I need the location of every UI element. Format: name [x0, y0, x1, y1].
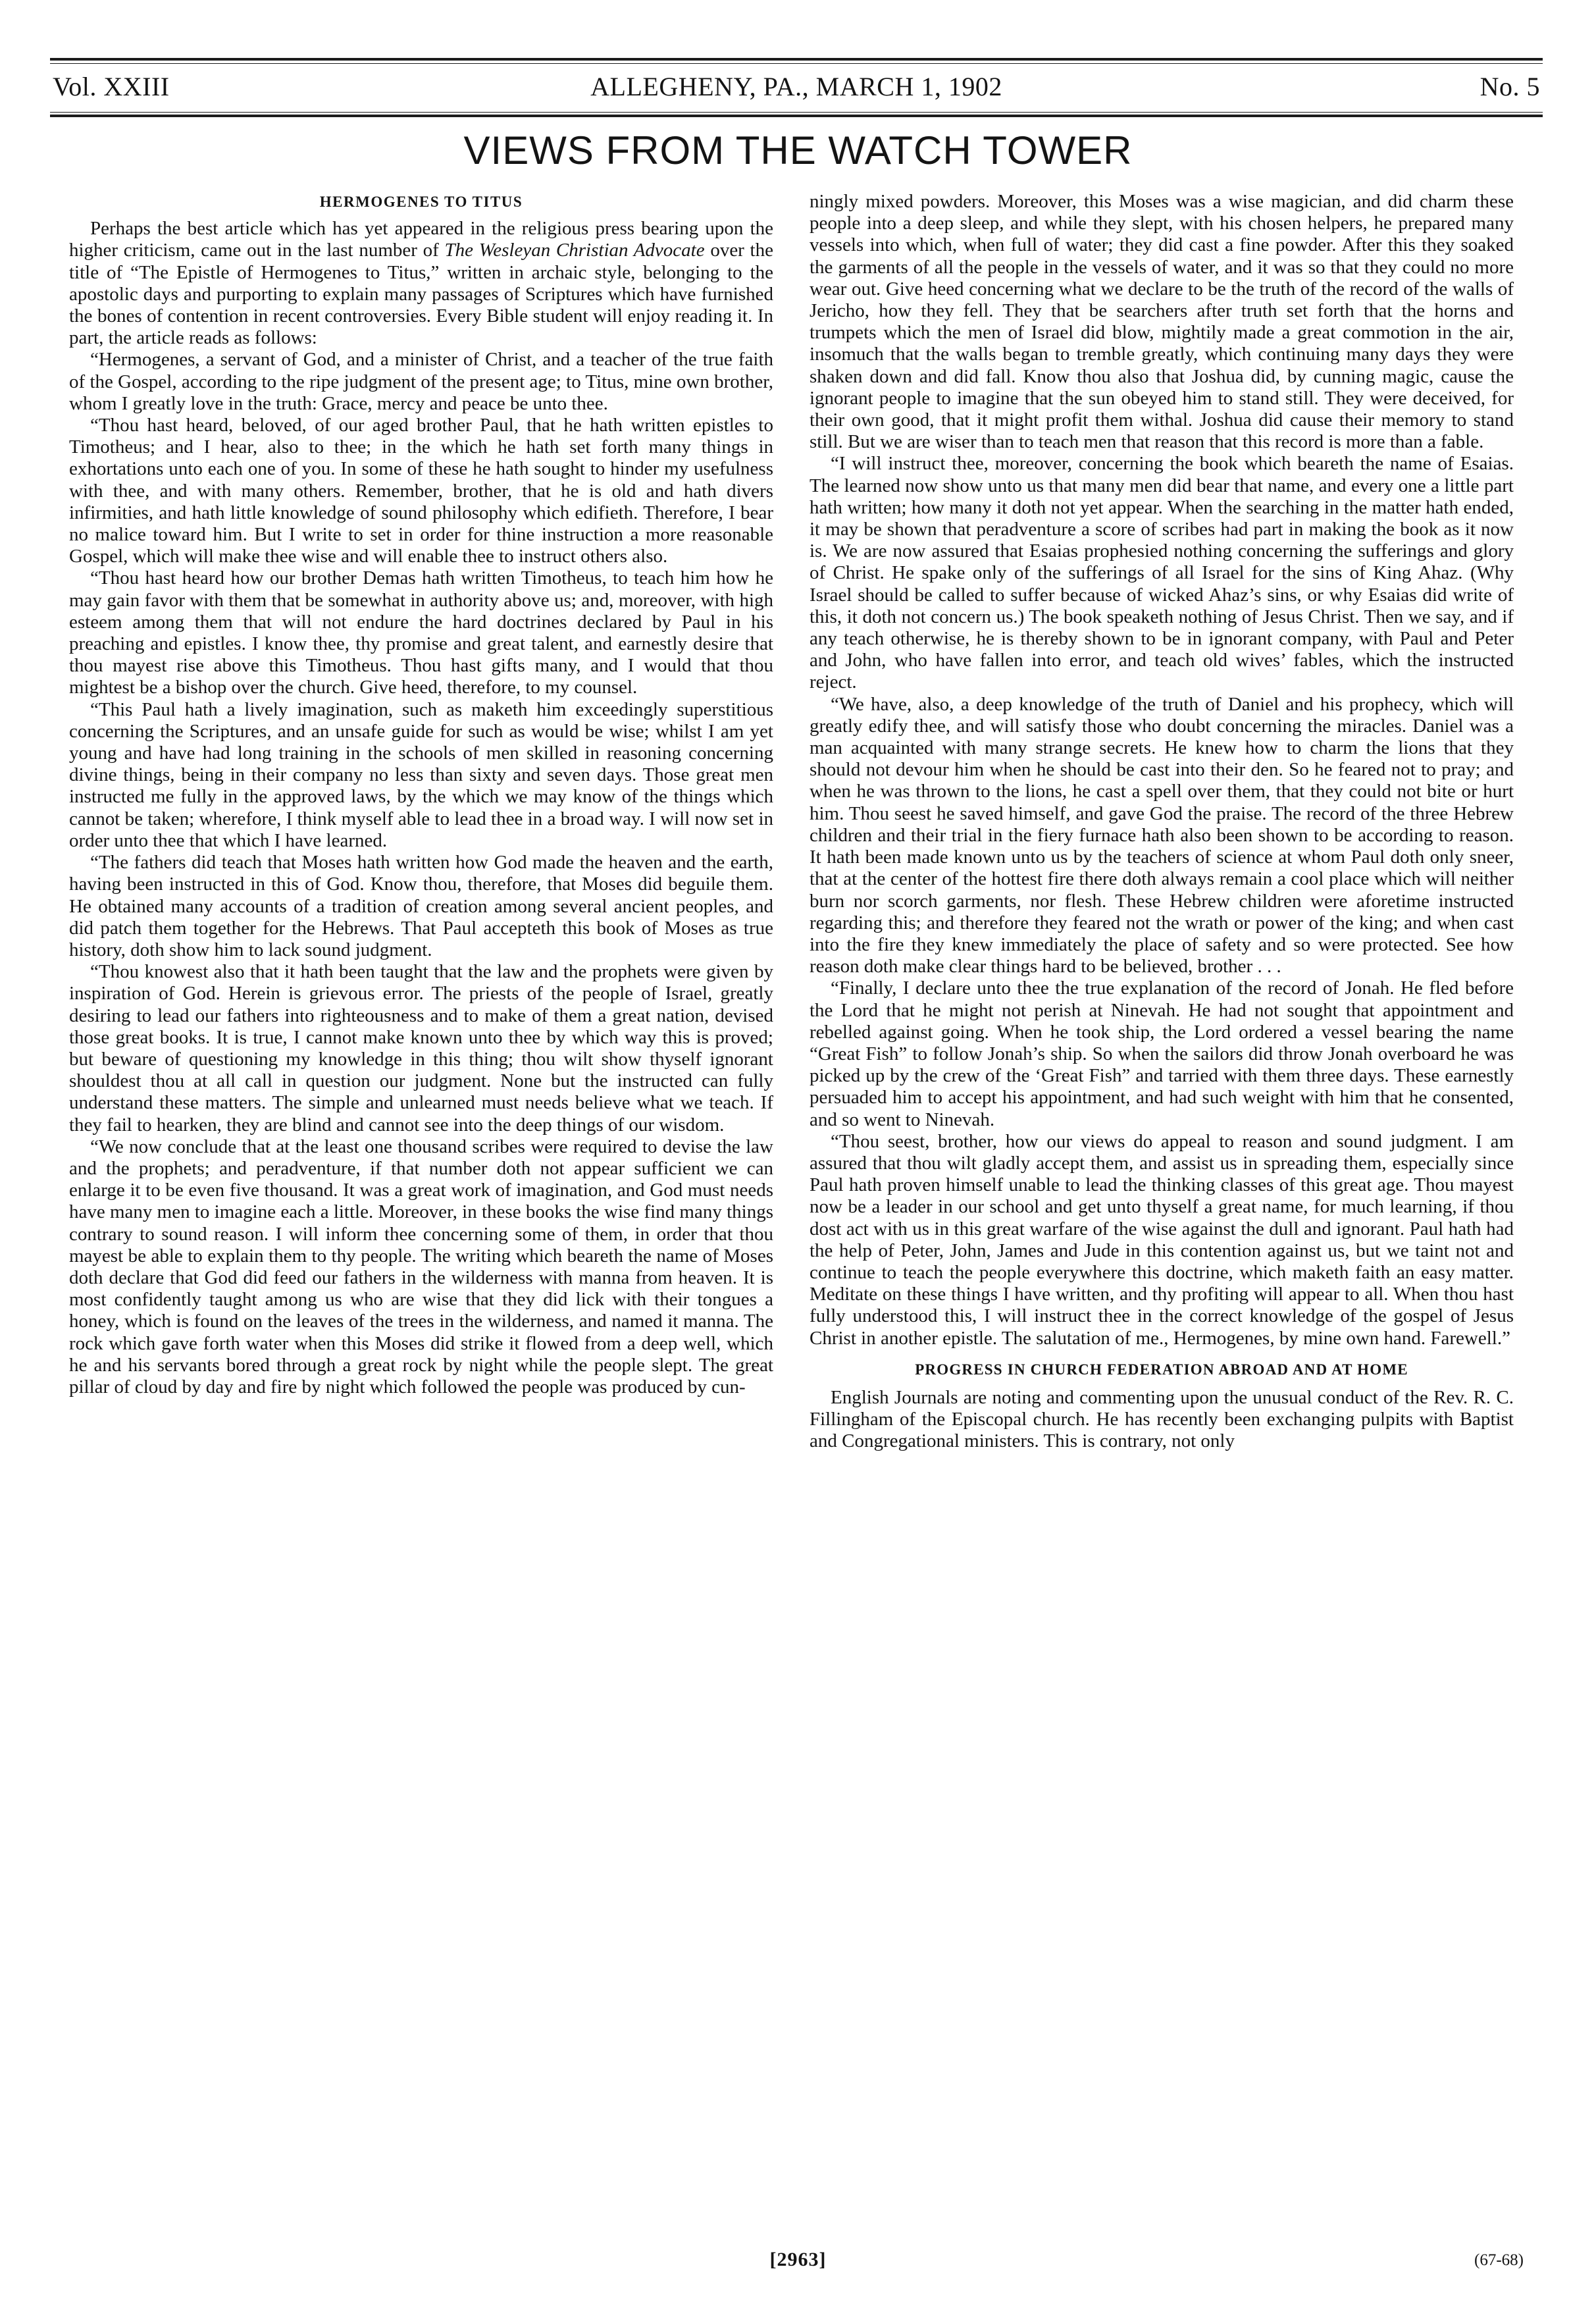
- article-paragraph: “I will instruct thee, moreover, concerning the book which beareth the name of Esaias. The learned now show unto us that many men did bear that name, and every one a little part hath written; how many it doth not yet appear. When the searching in the matter hath ended, it may be shown that peradventure a score of scribes had part in making the book as it now is. We are now assured that Esaias prophesied nothing concerning the sufferings and glory of Christ. He spake only of the sufferings of all Israel for the sins of King Ahaz. (Why Israel should be called to suffer because of wicked Ahaz’s sins, or why Esaias did write of this, it doth not concern us.) The book speaketh nothing of Jesus Christ. Then we say, and if any teach otherwise, he is thereby shown to be in ignorant company, with Paul and Peter and John, who have fallen into error, and teach old wives’ fables, which the instructed reject.: [810, 453, 1514, 693]
- article-paragraph: “We now conclude that at the least one thousand scribes were required to devise the law and the prophets; and peradventure, if that number doth not appear sufficient we can enlarge it to be even five thousand. It was a great work of imagination, and God must needs have many men to imagine each a little. Moreover, in these books the wise find many things contrary to sound reason. I will inform thee concerning some of them, in order that thou mayest be able to explain them to thy people. The writing which beareth the name of Moses doth declare that God did feed our fathers in the wilderness with manna from heaven. It is most confidently taught among us who are wise that they did lick with their tongues a honey, which is found on the leaves of the trees in the wilderness, and named it manna. The rock which gave forth water when this Moses did strike it flowed from a deep well, which he and his servants bored through a great rock by night while the people slept. The great pillar of cloud by day and fire by night which followed the people was produced by cun-: [69, 1135, 773, 1397]
- article-paragraph: “Finally, I declare unto thee the true explanation of the record of Jonah. He fled before the Lord that he might not perish at Ninevah. He had not sought that appointment and rebelled against going. When he took ship, the Lord ordered a vessel bearing the name “Great Fish” to follow Jonah’s ship. So when the sailors did throw Jonah overboard he was picked up by the crew of the ‘Great Fish” and tarried with them three days. These earnestly persuaded him to accept his appointment, and had such weight with him that he consented, and so went to Ninevah.: [810, 978, 1514, 1130]
- issue-number: No. 5: [1480, 72, 1540, 101]
- continued-paragraph: ningly mixed powders. Moreover, this Moses was a wise magician, and did charm these people into a deep sleep, and while they slept, with his chosen helpers, he prepared many vessels into which, when full of water; they did cast a fine powder. After this they soaked the garments of all the people in the vessels of water, and it was so that they could no more wear out. Give heed concerning what we declare to be the truth of the record of the walls of Jericho, how they fell. They that be searchers after truth set forth that the horns and trumpets which the men of Israel did blow, mightily made a great commotion in the air, insomuch that the walls began to tremble greatly, which continuing many days they were shaken down and did fall. Know thou also that Joshua did, by cunning magic, cause the ignorant people to imagine that the sun obeyed him to stand still. They were deceived, for their own good, that it might profit them withal. Joshua did cause their memory to stand still. But we are wiser than to teach men that reason that this record is more than a fable.: [810, 191, 1514, 453]
- article-paragraph: “Thou knowest also that it hath been taught that the law and the prophets were given by inspiration of God. Herein is grievous error. The priests of the people of Israel, greatly desiring to lead our fathers into righteousness and to make of them a great nation, devised those great books. It is true, I cannot make known unto thee by which way this is proved; but beware of questioning my knowledge in this thing; thou wilt show thyself ignorant shouldest thou at all call in question our judgment. None but the instructed can fully understand these matters. The simple and unlearned must needs believe what we teach. If they fail to hearken, they are blind and cannot see into the deep things of our wisdom.: [69, 961, 773, 1135]
- section-heading-2: PROGRESS IN CHURCH FEDERATION ABROAD AND AT HOME: [915, 1361, 1408, 1378]
- article-paragraph: “Hermogenes, a servant of God, and a minister of Christ, and a teacher of the true faith of the Gospel, according to the ripe judgment of the present age; to Titus, mine own brother, whom I greatly love in the truth: Grace, mercy and peace be unto thee.: [69, 349, 773, 414]
- top-rule: [50, 58, 1543, 61]
- publication-title: The Wesleyan Christian Advocate: [444, 240, 705, 261]
- volume-label: Vol. XXIII: [53, 72, 170, 101]
- top-rule-thin: [50, 63, 1543, 64]
- masthead: [50, 66, 1543, 112]
- article-paragraph: “Thou seest, brother, how our views do appeal to reason and sound judgment. I am assured that thou wilt gladly accept them, and assist us in spreading them, especially since Paul hath proven himself unable to lead the thinking classes of this great age. Thou mayest now be a leader in our school and get unto thyself a great name, for much learning, if thou dost act with us in this great warfare of the wise against the dull and ignorant. Paul hath had the help of Peter, John, James and Jude in this contention against us, but we taint not and continue to teach the people everywhere this doctrine, which maketh faith an easy matter. Meditate on these things I have written, and thy profiting will appear to all. When thou hast fully understood this, I will instruct thee in the correct knowledge of the gospel of Jesus Christ in another epistle. The salutation of me., Hermogenes, by mine own hand. Farewell.”: [810, 1130, 1514, 1349]
- article-paragraph: English Journals are noting and commenting upon the unusual conduct of the Rev. R. C. Fillingham of the Episcopal church. He has recently been exchanging pulpits with Baptist and Congregational ministers. This is contrary, not only: [810, 1386, 1514, 1452]
- intro-text-a: Perhaps the best article which has yet appeared in the religious press bearing upon the higher criticism, came out in the last number of: [69, 218, 773, 261]
- masthead-rule: [50, 112, 1543, 113]
- article-paragraph: “Thou hast heard, beloved, of our aged brother Paul, that he hath written epistles to Timotheus; and I hear, also to thee; in the which he hath set forth many things in exhortations unto each one of you. In some of these he hath sought to hinder my usefulness with thee, and with many others. Remember, brother, that he is old and hath divers infirmities, and hath little knowledge of sound philosophy which edifieth. Therefore, I bear no malice toward him. But I write to set in order for thine instruction a more reasonable Gospel, which will make thee wise and will enable thee to instruct others also.: [69, 415, 773, 567]
- section-heading: HERMOGENES TO TITUS: [319, 194, 523, 210]
- intro-paragraph: [69, 218, 773, 349]
- page-reference: (67-68): [1474, 2251, 1524, 2269]
- left-column: [69, 191, 773, 1398]
- masthead-rule-thick: [50, 115, 1543, 117]
- article-paragraph: “The fathers did teach that Moses hath written how God made the heaven and the earth, having been instructed in this of God. Know thou, therefore, that Moses did beguile them. He obtained many accounts of a tradition of creation among several ancient peoples, and did patch them together for the Hebrews. That Paul accepteth this book of Moses as true history, doth show him to lack sound judgment.: [69, 852, 773, 960]
- right-column: [810, 191, 1514, 1453]
- article-paragraph: “We have, also, a deep knowledge of the truth of Daniel and his prophecy, which will greatly edify thee, and will satisfy those who doubt concerning the miracles. Daniel was a man acquainted with many strange secrets. He knew how to charm the lions that they should not devour him when he should be cast into their den. So he feared not to pray; and when he was thrown to the lions, he cast a spell over them, that they could not bite or hurt him. Thou seest he saved himself, and gave God the praise. The record of the three Hebrew children and their trial in the fiery furnace hath also been shown to be according to reason. It hath been made known unto us by the teachers of science at whom Paul doth only sneer, that at the center of the hottest fire there doth always remain a cool place which will neither burn nor scorch garments, nor flesh. These Hebrew children were aforetime instructed regarding this; and therefore they feared not the wrath or power of the king; and when cast into the fire they knew immediately the place of safety and so were protected. See how reason doth make clear things hard to be believed, brother . . .: [810, 693, 1514, 978]
- place-date: ALLEGHENY, PA., MARCH 1, 1902: [590, 72, 1002, 101]
- page-title: VIEWS FROM THE WATCH TOWER: [463, 128, 1133, 172]
- intro-text-b: over the title of “The Epistle of Hermogenes to Titus,” written in archaic style, belonging to the apostolic days and purporting to explain many passages of Scriptures which have furnished the bones of contention in recent controversies. Every Bible student will enjoy reading it. In part, the article reads as follows:: [69, 240, 773, 349]
- article-paragraph: “This Paul hath a lively imagination, such as maketh him exceedingly superstitious concerning the Scriptures, and an unsafe guide for such as would be wise; whilst I am yet young and have had long training in the schools of men skilled in reasoning concerning divine things, being in their company no less than sixty and seven days. Those great men instructed me fully in the approved laws, by the which we may know of the things which cannot be taken; wherefore, I think myself able to lead thee in a broad way. I will now set in order unto thee that which I have learned.: [69, 698, 773, 851]
- article-paragraph: “Thou hast heard how our brother Demas hath written Timotheus, to teach him how he may gain favor with them that be somewhat in authority above us; and, moreover, with high esteem among them that will not endure the hard doctrines declared by Paul in his preaching and epistles. I know thee, thy promise and great talent, and earnestly desire that thou mayest rise above this Timotheus. Thou hast gifts many, and I would that thou mightest be a bishop over the church. Give heed, therefore, to my counsel.: [69, 567, 773, 698]
- page-number: [2963]: [769, 2249, 827, 2270]
